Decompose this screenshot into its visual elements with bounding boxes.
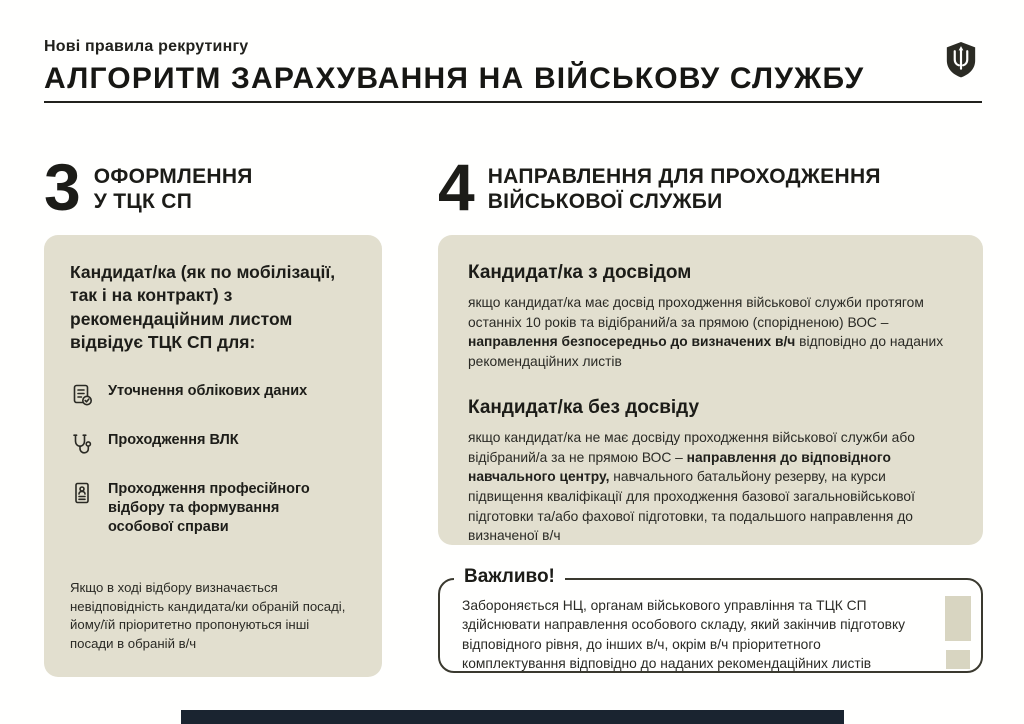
section-heading: Кандидат/ка без досвіду: [468, 396, 700, 418]
section-heading: Кандидат/ка з досвідом: [468, 262, 692, 283]
important-callout: [438, 566, 983, 673]
experienced-candidate-section: [468, 262, 953, 372]
step3-header: [44, 150, 253, 224]
step3-card-intro: Кандидат/ка (як по мобілізації, так і на контракт) з рекомендаційним листом відвідує ТЦК СП для:: [70, 262, 336, 352]
step3-checklist: [70, 382, 356, 537]
document-check-icon: [70, 383, 94, 407]
section-body: якщо кандидат/ка має досвід проходження військової служби протягом останніх 10 років та відібраний/а за прямою (спорідненою) ВОС – направлення безпосередньо до визначених в/ч відповідно до наданих рекомендаційних листів: [468, 295, 944, 370]
list-item: [70, 480, 356, 537]
page-eyebrow: Нові правила рекрутингу: [44, 38, 249, 55]
page-title: АЛГОРИТМ ЗАРАХУВАННЯ НА ВІЙСЬКОВУ СЛУЖБУ: [44, 62, 865, 95]
step4-number: 4: [438, 150, 473, 224]
step4-header: [438, 150, 881, 224]
step4-card: [438, 235, 983, 545]
step4-title: НАПРАВЛЕННЯ ДЛЯ ПРОХОДЖЕННЯ ВІЙСЬКОВОЇ СЛУЖБИ: [487, 165, 881, 213]
stethoscope-icon: [70, 432, 94, 456]
step3-number: 3: [44, 150, 79, 224]
step3-card-note: Якщо в ході відбору визначається невідповідність кандидата/ки обраній посаді, йому/їй пріоритетно пропонуються інші посади в обраній в/ч: [70, 580, 346, 651]
list-item-label: Уточнення облікових даних: [108, 383, 308, 400]
list-item: [70, 431, 356, 456]
step3-title: ОФОРМЛЕННЯ У ТЦК СП: [93, 165, 253, 213]
inexperienced-candidate-section: [468, 397, 953, 546]
section-body: якщо кандидат/ка не має досвіду проходження військової служби або відібраний/а за не прямою ВОС – направлення до відповідного навчального центру, навчального батальйону резерву, на курси підвищення кваліфікації для проходження базової загальновійськової підготовки та/або фахової підготовки, та подальшого направлення до визначеної в/ч: [468, 429, 915, 544]
important-body: Забороняється НЦ, органам військового управління та ТЦК СП здійснювати направлення особового складу, який закінчив підготовку відповідного рівня, до інших в/ч, окрім в/ч пріоритетного комплектування відповідно до наданих рекомендаційних листів: [462, 598, 906, 671]
important-title: Важливо!: [454, 566, 565, 588]
footer-bar: [181, 710, 844, 724]
exclamation-mark-icon: [945, 596, 971, 669]
title-underline: [44, 101, 982, 103]
list-item: [70, 382, 356, 407]
trident-shield-icon: [946, 41, 976, 78]
list-item-label: Проходження ВЛК: [108, 432, 239, 449]
id-card-icon: [70, 481, 94, 505]
list-item-label: Проходження професійного відбору та формування особової справи: [108, 481, 310, 535]
step3-card: [44, 235, 382, 677]
